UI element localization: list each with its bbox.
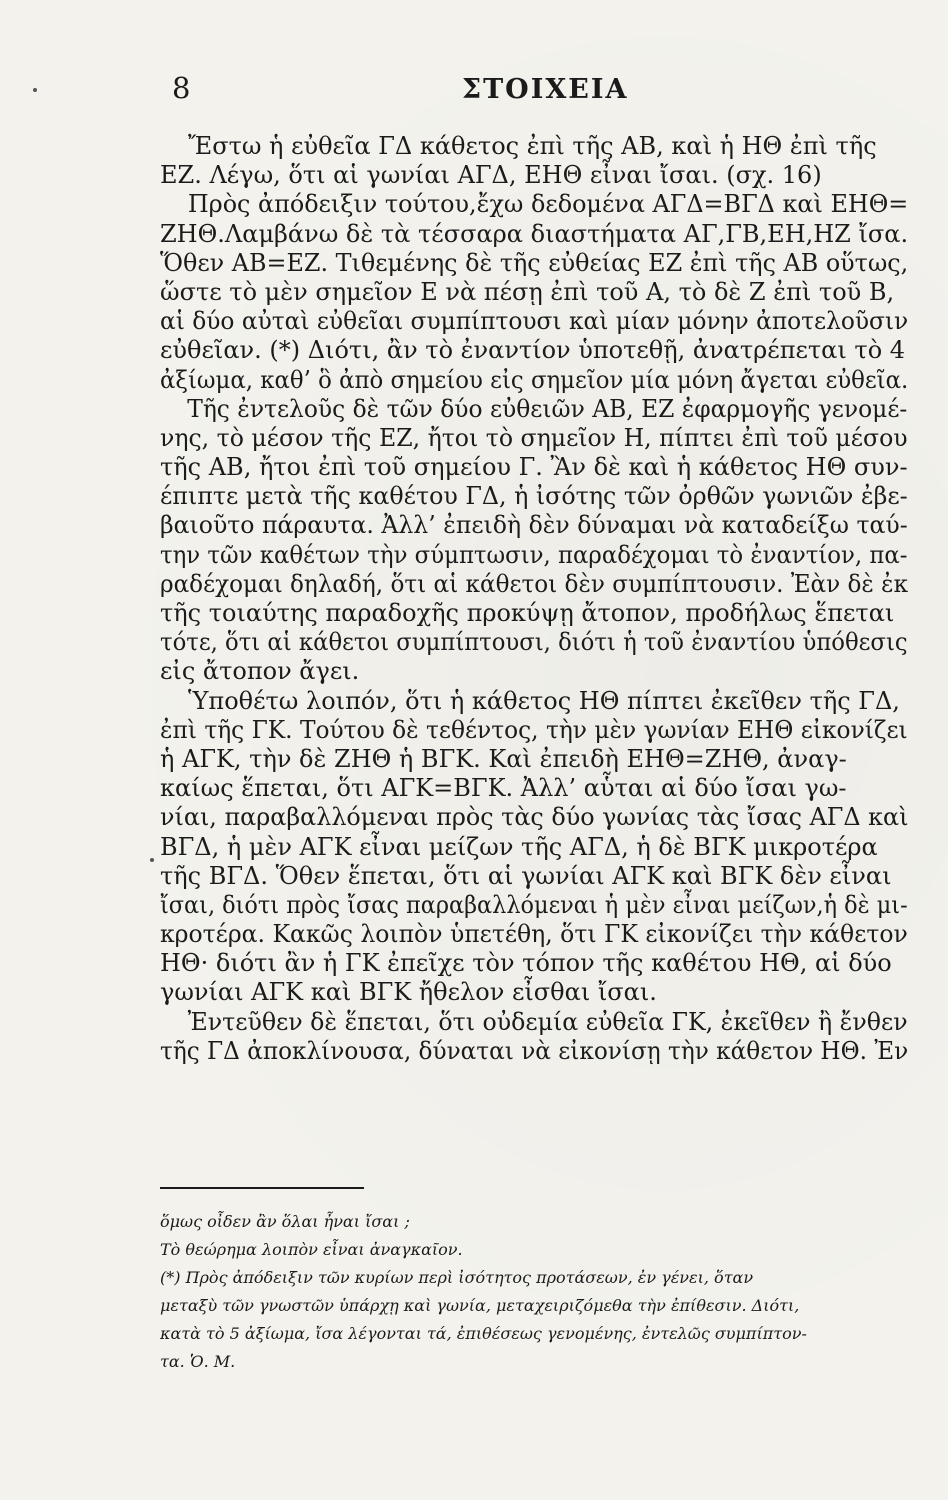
text-line: εἰς ἄτοπον ἄγει.: [160, 657, 360, 686]
text-line: ἐπὶ τῆς ΓΚ. Τούτου δὲ τεθέντος, τὴν μὲν γωνίαν ΕΗΘ εἰκονίζει: [160, 715, 908, 744]
text-line: τότε, ὅτι αἱ κάθετοι συμπίπτουσι, διότι ἡ τοῦ ἐναντίου ὑπόθεσις: [160, 628, 908, 657]
text-line: αἱ δύο αὐταὶ εὐθεῖαι συμπίπτουσι καὶ μίαν μόνην ἀποτελοῦσιν: [160, 307, 909, 336]
text-line: ΕΖ. Λέγω, ὅτι αἱ γωνίαι ΑΓΔ, ΕΗΘ εἶναι ἴσαι. (σχ. 16): [160, 161, 822, 190]
footnote-line: ὅμως οἶδεν ἂν ὅλαι ἦναι ἴσαι ;: [160, 1212, 410, 1231]
text-line: γωνίαι ΑΓΚ καὶ ΒΓΚ ἤθελον εἶσθαι ἴσαι.: [160, 978, 657, 1007]
text-line: τῆς τοιαύτης παραδοχῆς προκύψῃ ἄτοπον, προδήλως ἕπεται: [160, 599, 895, 627]
text-line: κροτέρα. Κακῶς λοιπὸν ὑπετέθη, ὅτι ΓΚ εἰκονίζει τὴν κάθετον: [160, 920, 908, 949]
running-title: ΣΤΟΙΧΕΙΑ: [462, 74, 629, 105]
page-header: [172, 68, 906, 112]
footnote-line: Τὸ θεώρημα λοιπὸν εἶναι ἀναγκαῖον.: [160, 1240, 463, 1259]
footnote-line: (*) Πρὸς ἀπόδειξιν τῶν κυρίων περὶ ἰσότητος προτάσεων, ἐν γένει, ὅταν: [160, 1268, 754, 1287]
text-line: Ἔστω ἡ εὐθεῖα ΓΔ κάθετος ἐπὶ τῆς ΑΒ, καὶ ἡ ΗΘ ἐπὶ τῆς: [188, 132, 877, 160]
text-line: Ἐντεῦθεν δὲ ἕπεται, ὅτι οὐδεμία εὐθεῖα ΓΚ, ἐκεῖθεν ἢ ἔνθεν: [187, 1007, 908, 1036]
text-line: ΗΘ· διότι ἂν ἡ ΓΚ ἐπεῖχε τὸν τόπον τῆς καθέτου ΗΘ, αἱ δύο: [160, 949, 892, 978]
text-line: ἡ ΑΓΚ, τὴν δὲ ΖΗΘ ἡ ΒΓΚ. Καὶ ἐπειδὴ ΕΗΘ=ΖΗΘ, ἀναγ-: [160, 744, 847, 773]
print-speck: [150, 858, 154, 862]
text-line: ΒΓΔ, ἡ μὲν ΑΓΚ εἶναι μείζων τῆς ΑΓΔ, ἡ δὲ ΒΓΚ μικροτέρα: [160, 832, 878, 861]
text-line: ραδέχομαι δηλαδή, ὅτι αἱ κάθετοι δὲν συμπίπτουσιν. Ἐὰν δὲ ἐκ: [160, 569, 909, 598]
print-speck: [33, 88, 37, 92]
footnote-line: μεταξὺ τῶν γνωστῶν ὑπάρχῃ καὶ γωνία, μεταχειριζόμεθα τὴν ἐπίθεσιν. Διότι,: [160, 1296, 800, 1315]
page-number: 8: [172, 71, 191, 105]
text-line: ΖΗΘ.Λαμβάνω δὲ τὰ τέσσαρα διαστήματα ΑΓ,ΓΒ,ΕΗ,ΗΖ ἴσα.: [160, 219, 909, 248]
text-line: ὥστε τὸ μὲν σημεῖον Ε νὰ πέσῃ ἐπὶ τοῦ Α, τὸ δὲ Ζ ἐπὶ τοῦ Β,: [160, 277, 895, 306]
text-line: βαιοῦτο πάραυτα. Ἀλλ’ ἐπειδὴ δὲν δύναμαι νὰ καταδείξω ταύ-: [160, 511, 908, 540]
text-line: τῆς ΒΓΔ. Ὅθεν ἕπεται, ὅτι αἱ γωνίαι ΑΓΚ καὶ ΒΓΚ δὲν εἶναι: [160, 861, 892, 890]
footnote-line: κατὰ τὸ 5 ἀξίωμα, ἴσα λέγονται τά, ἐπιθέσεως γενομένης, ἐντελῶς συμπίπτον-: [160, 1324, 807, 1343]
text-line: έπιπτε μετὰ τῆς καθέτου ΓΔ, ἡ ἰσότης τῶν ὀρθῶν γωνιῶν ἐβε-: [160, 482, 908, 511]
text-line: εὐθεῖαν. (*) Διότι, ἂν τὸ ἐναντίον ὑποτεθῇ, ἀνατρέπεται τὸ 4: [160, 336, 906, 365]
text-line: Ὅθεν ΑΒ=ΕΖ. Τιθεμένης δὲ τῆς εὐθείας ΕΖ ἐπὶ τῆς ΑΒ οὕτως,: [160, 248, 909, 277]
text-line: ἀξίωμα, καθ’ ὃ ἀπὸ σημείου εἰς σημεῖον μία μόνη ἄγεται εὐθεῖα.: [160, 365, 909, 394]
text-line: την τῶν καθέτων τὴν σύμπτωσιν, παραδέχομαι τὸ ἐναντίον, πα-: [160, 540, 908, 569]
text-line: τῆς ΑΒ, ἤτοι ἐπὶ τοῦ σημείου Γ. Ἂν δὲ καὶ ἡ κάθετος ΗΘ συν-: [160, 453, 908, 482]
text-line: Τῆς ἐντελοῦς δὲ τῶν δύο εὐθειῶν ΑΒ, ΕΖ ἐφαρμογῆς γενομέ-: [187, 394, 908, 423]
text-line: Πρὸς ἀπόδειξιν τούτου,ἔχω δεδομένα ΑΓΔ=ΒΓΔ καὶ ΕΗΘ=: [187, 190, 909, 219]
footnote-line: τα. Ὁ. Μ.: [160, 1352, 236, 1371]
text-line: νης, τὸ μέσον τῆς ΕΖ, ἤτοι τὸ σημεῖον Η, πίπτει ἐπὶ τοῦ μέσου: [160, 423, 908, 452]
footnote-rule: [160, 1187, 364, 1189]
body-text: [160, 132, 908, 1066]
text-line: νίαι, παραβαλλόμεναι πρὸς τὰς δύο γωνίας τὰς ἴσας ΑΓΔ καὶ: [160, 803, 909, 832]
footnotes: [160, 1208, 908, 1376]
text-line: καίως ἕπεται, ὅτι ΑΓΚ=ΒΓΚ. Ἀλλ’ αὗται αἱ δύο ἴσαι γω-: [160, 774, 847, 803]
text-line: ἴσαι, διότι πρὸς ἴσας παραβαλλόμεναι ἡ μὲν εἶναι μείζων,ἡ δὲ μι-: [160, 890, 908, 919]
text-line: Ὑποθέτω λοιπόν, ὅτι ἡ κάθετος ΗΘ πίπτει ἐκεῖθεν τῆς ΓΔ,: [188, 686, 900, 715]
text-line: τῆς ΓΔ ἀποκλίνουσα, δύναται νὰ εἰκονίσῃ τὴν κάθετον ΗΘ. Ἐν: [160, 1036, 909, 1065]
